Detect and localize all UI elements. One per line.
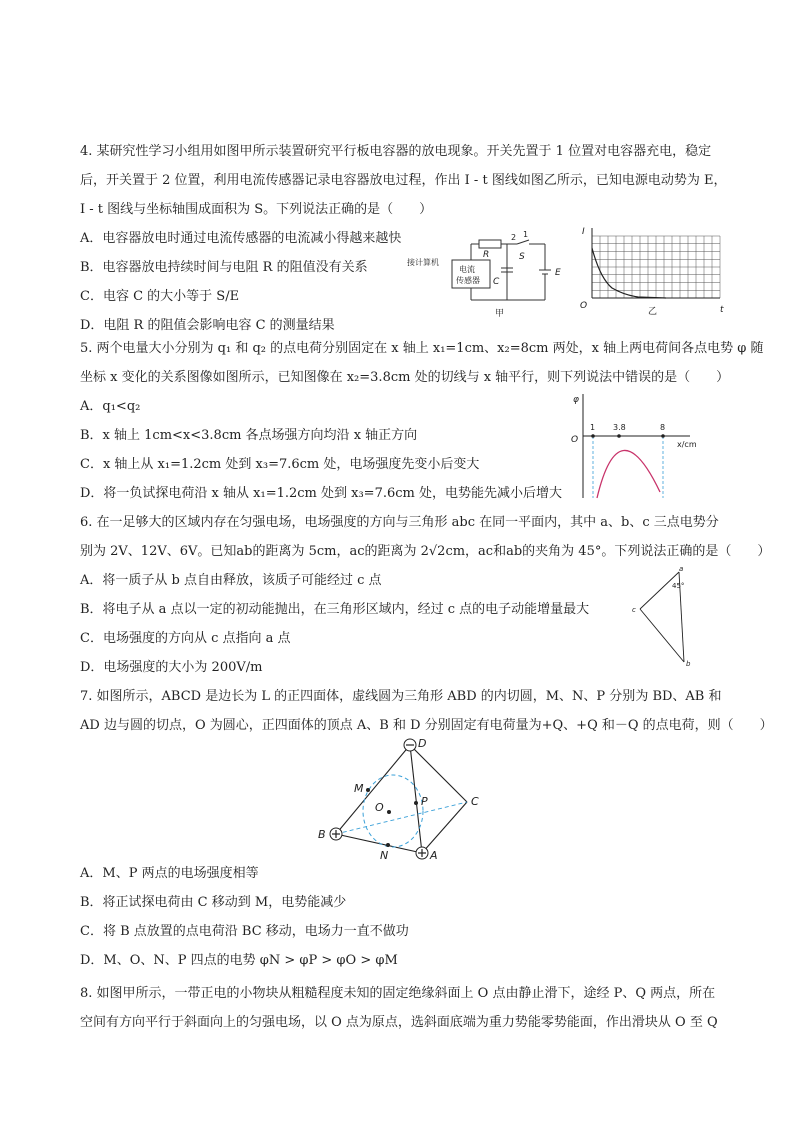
q4-option-d: D．电阻 R 的阻值会影响电容 C 的测量结果 — [80, 318, 335, 333]
c-label: C — [493, 277, 500, 287]
figure-caption-jia: 甲 — [495, 309, 505, 319]
potential-curve — [597, 450, 660, 498]
q5-option-d: D．将一负试探电荷沿 x 轴从 x₁=1.2cm 处到 x₃=7.6cm 处，电势能先减小后增大 — [80, 486, 562, 501]
q4-option-b: B．电容器放电持续时间与电阻 R 的阻值没有关系 — [80, 260, 368, 275]
side-ac — [640, 572, 679, 609]
point-n-label: N — [380, 849, 389, 862]
edge-ba — [336, 834, 422, 853]
edge-db — [336, 745, 410, 834]
charge-minus-d — [404, 739, 416, 751]
vertex-b-label: B — [318, 828, 326, 841]
q7-tetrahedron-figure — [300, 735, 500, 865]
angle-label: 45° — [672, 582, 685, 590]
t-axis-label: t — [720, 305, 724, 315]
resistor-r — [479, 240, 501, 248]
q8-stem-line-2: 空间有方向平行于斜面向上的匀强电场，以 O 点为原点，选斜面底端为重力势能零势能面，作出滑块从 O 至 Q — [80, 1015, 718, 1030]
x-axis-label: x/cm — [677, 440, 697, 449]
point-p-label: P — [421, 795, 428, 808]
vertex-c-label: C — [471, 795, 479, 808]
q4-circuit-figure — [405, 228, 590, 320]
q6-option-d: D．电场强度的大小为 200V/m — [80, 660, 263, 675]
vertex-d-label: D — [418, 737, 427, 750]
vertex-a-label: a — [679, 565, 684, 573]
origin-label: O — [571, 435, 579, 445]
charge-plus-b — [330, 828, 342, 840]
e-label: E — [555, 268, 561, 278]
q4-option-c: C．电容 C 的大小等于 S/E — [80, 289, 240, 304]
figure-caption-yi: 乙 — [648, 307, 658, 317]
q5-stem-line-1: 5. 两个电量大小分别为 q₁ 和 q₂ 的点电荷分别固定在 x 轴上 x₁=1cm、x₂=8cm 两处，x 轴上两电荷间各点电势 φ 随 — [80, 341, 764, 356]
q4-it-graph-figure — [576, 222, 726, 322]
edge-ac — [422, 802, 467, 853]
i-axis-label: I — [582, 227, 585, 237]
position-2-label: 2 — [511, 233, 517, 242]
q7-stem-line-1: 7. 如图所示，ABCD 是边长为 L 的正四面体，虚线圆为三角形 ABD 的内切圆，M、N、P 分别为 BD、AB 和 — [80, 689, 722, 704]
origin-label: O — [580, 301, 588, 311]
s-label: S — [519, 252, 525, 262]
q4-stem-line-2: 后，开关置于 2 位置，利用电流传感器记录电容器放电过程，作出 I - t 图线如图乙所示，已知电源电动势为 E， — [80, 173, 727, 188]
q7-option-b: B．将正试探电荷由 C 移动到 M，电势能减少 — [80, 895, 347, 910]
tick-point-8 — [661, 434, 665, 438]
tick-label-1: 1 — [590, 423, 596, 432]
r-label: R — [483, 250, 490, 260]
point-m-label: M — [354, 782, 364, 795]
q6-triangle-figure — [630, 566, 700, 668]
sensor-label-1: 电流 — [459, 265, 475, 274]
tick-label-3-8: 3.8 — [613, 423, 626, 432]
point-o-label: O — [375, 801, 384, 814]
q6-option-c: C．电场强度的方向从 c 点指向 a 点 — [80, 631, 291, 646]
vertex-b-label: b — [686, 660, 691, 668]
q8-stem-line-1: 8. 如图甲所示，一带正电的小物块从粗糙程度未知的固定绝缘斜面上 O 点由静止滑下，途经 P、Q 两点，所在 — [80, 986, 716, 1001]
point-n — [386, 843, 390, 847]
tick-point-1 — [591, 434, 595, 438]
point-o — [387, 810, 391, 814]
q5-option-a: A．q₁<q₂ — [80, 399, 141, 414]
point-m — [366, 788, 370, 792]
sensor-label-2: 传感器 — [456, 276, 480, 285]
q6-option-b: B．将电子从 a 点以一定的初动能抛出，在三角形区域内，经过 c 点的电子动能增量最大 — [80, 602, 590, 617]
position-1-label: 1 — [523, 230, 529, 239]
q4-stem-line-3: I - t 图线与坐标轴围成面积为 S。下列说法正确的是（ ） — [80, 202, 433, 217]
q6-stem-line-2: 别为 2V、12V、6V。已知ab的距离为 5cm，ac的距离为 2√2cm，ac和ab的夹角为 45°。下列说法正确的是（ ） — [80, 544, 771, 559]
q6-stem-line-1: 6. 在一足够大的区域内存在匀强电场，电场强度的方向与三角形 abc 在同一平面内，其中 a、b、c 三点电势分 — [80, 515, 719, 530]
side-cb — [640, 609, 684, 662]
q6-option-a: A．将一质子从 b 点自由释放，该质子可能经过 c 点 — [80, 573, 382, 588]
q7-option-d: D．M、O、N、P 四点的电势 φN > φP > φO > φM — [80, 953, 398, 968]
q4-option-a: A．电容器放电时通过电流传感器的电流减小得越来越快 — [80, 231, 402, 246]
vertex-c-label: c — [632, 606, 636, 614]
q4-stem-line-1: 4. 某研究性学习小组用如图甲所示装置研究平行板电容器的放电现象。开关先置于 1 位置对电容器充电，稳定 — [80, 144, 712, 159]
q7-stem-line-2: AD 边与圆的切点，O 为圆心，正四面体的顶点 A、B 和 D 分别固定有电荷量为+Q、+Q 和－Q 的点电荷，则（ ） — [80, 718, 773, 733]
point-p — [414, 801, 418, 805]
q5-potential-figure — [565, 392, 715, 502]
q7-option-a: A．M、P 两点的电场强度相等 — [80, 866, 259, 881]
tick-label-8: 8 — [660, 423, 666, 432]
q5-stem-line-2: 坐标 x 变化的关系图像如图所示，已知图像在 x₂=3.8cm 处的切线与 x 轴平行，则下列说法中错误的是（ ） — [80, 370, 730, 385]
edge-bc-hidden — [336, 802, 467, 834]
computer-label: 接计算机 — [407, 258, 439, 267]
q5-option-c: C．x 轴上从 x₁=1.2cm 处到 x₃=7.6cm 处，电场强度先变小后变大 — [80, 457, 480, 472]
switch-s — [517, 240, 529, 244]
q7-option-c: C．将 B 点放置的点电荷沿 BC 移动，电场力一直不做功 — [80, 924, 409, 939]
vertex-a-label: A — [430, 849, 438, 862]
phi-axis-label: φ — [573, 395, 579, 405]
q5-option-b: B．x 轴上 1cm<x<3.8cm 各点场强方向均沿 x 轴正方向 — [80, 428, 418, 443]
charge-plus-a — [416, 847, 428, 859]
edge-dc — [410, 745, 467, 802]
tick-point-3-8 — [617, 434, 621, 438]
